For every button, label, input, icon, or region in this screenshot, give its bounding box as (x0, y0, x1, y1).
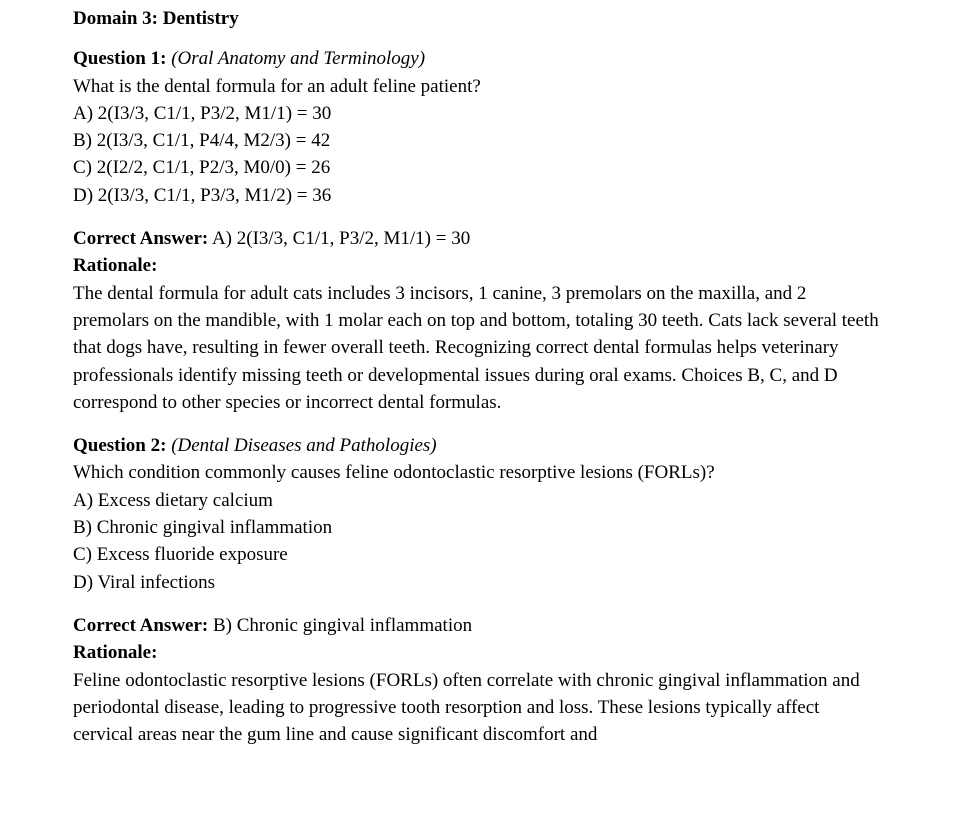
question-2-option-b: B) Chronic gingival inflammation (73, 517, 333, 539)
question-2-rationale-label: Rationale: (73, 642, 158, 664)
question-1-header (73, 45, 881, 72)
question-1-answer-block (73, 225, 881, 416)
question-1-text: What is the dental formula for an adult feline patient? (73, 75, 481, 97)
question-2-text: Which condition commonly causes feline odontoclastic resorptive lesions (FORLs)? (73, 462, 715, 484)
question-2-correct-answer-line (73, 612, 881, 639)
question-2-option-a: A) Excess dietary calcium (73, 489, 273, 511)
question-1-block (73, 45, 881, 209)
question-1-rationale-label: Rationale: (73, 255, 158, 277)
question-1-option-b: B) 2(I3/3, C1/1, P4/4, M2/3) = 42 (73, 130, 331, 152)
question-2-correct-answer-label: Correct Answer: (73, 614, 209, 636)
question-2-option-c: C) Excess fluoride exposure (73, 544, 288, 566)
question-2-rationale-text: Feline odontoclastic resorptive lesions (FORLs) often correlate with chronic gingival inflammation and periodontal disease, leading to progressive tooth resorption and loss. These lesions typically affect cervical areas near the gum line and cause significant discomfort and (73, 669, 860, 746)
question-1-label: Question 1: (73, 48, 167, 70)
question-1-rationale-text: The dental formula for adult cats includes 3 incisors, 1 canine, 3 premolars on the maxilla, and 2 premolars on the mandible, with 1 molar each on top and bottom, totaling 30 teeth. Cats lack several teeth that dogs have, resulting in fewer overall teeth. Recognizing correct dental formulas helps veterinary professionals identify missing teeth or developmental issues during oral exams. Choices B, C, and D correspond to other species or incorrect dental formulas. (73, 282, 879, 413)
question-2-answer-block (73, 612, 881, 748)
question-2-label: Question 2: (73, 435, 167, 457)
question-1-correct-answer-value: A) 2(I3/3, C1/1, P3/2, M1/1) = 30 (211, 228, 471, 250)
question-1-correct-answer-line (73, 225, 881, 252)
question-2-block (73, 432, 881, 596)
question-2-correct-answer-value: B) Chronic gingival inflammation (213, 614, 473, 636)
question-1-option-a: A) 2(I3/3, C1/1, P3/2, M1/1) = 30 (73, 102, 332, 124)
domain-heading: Domain 3: Dentistry (73, 8, 239, 29)
question-2-header (73, 432, 881, 459)
question-2-category: (Dental Diseases and Pathologies) (171, 435, 437, 457)
question-1-option-c: C) 2(I2/2, C1/1, P2/3, M0/0) = 26 (73, 157, 331, 179)
question-1-correct-answer-label: Correct Answer: (73, 228, 209, 250)
question-1-option-d: D) 2(I3/3, C1/1, P3/3, M1/2) = 36 (73, 184, 332, 206)
question-2-option-d: D) Viral infections (73, 571, 216, 593)
question-1-category: (Oral Anatomy and Terminology) (171, 48, 426, 70)
